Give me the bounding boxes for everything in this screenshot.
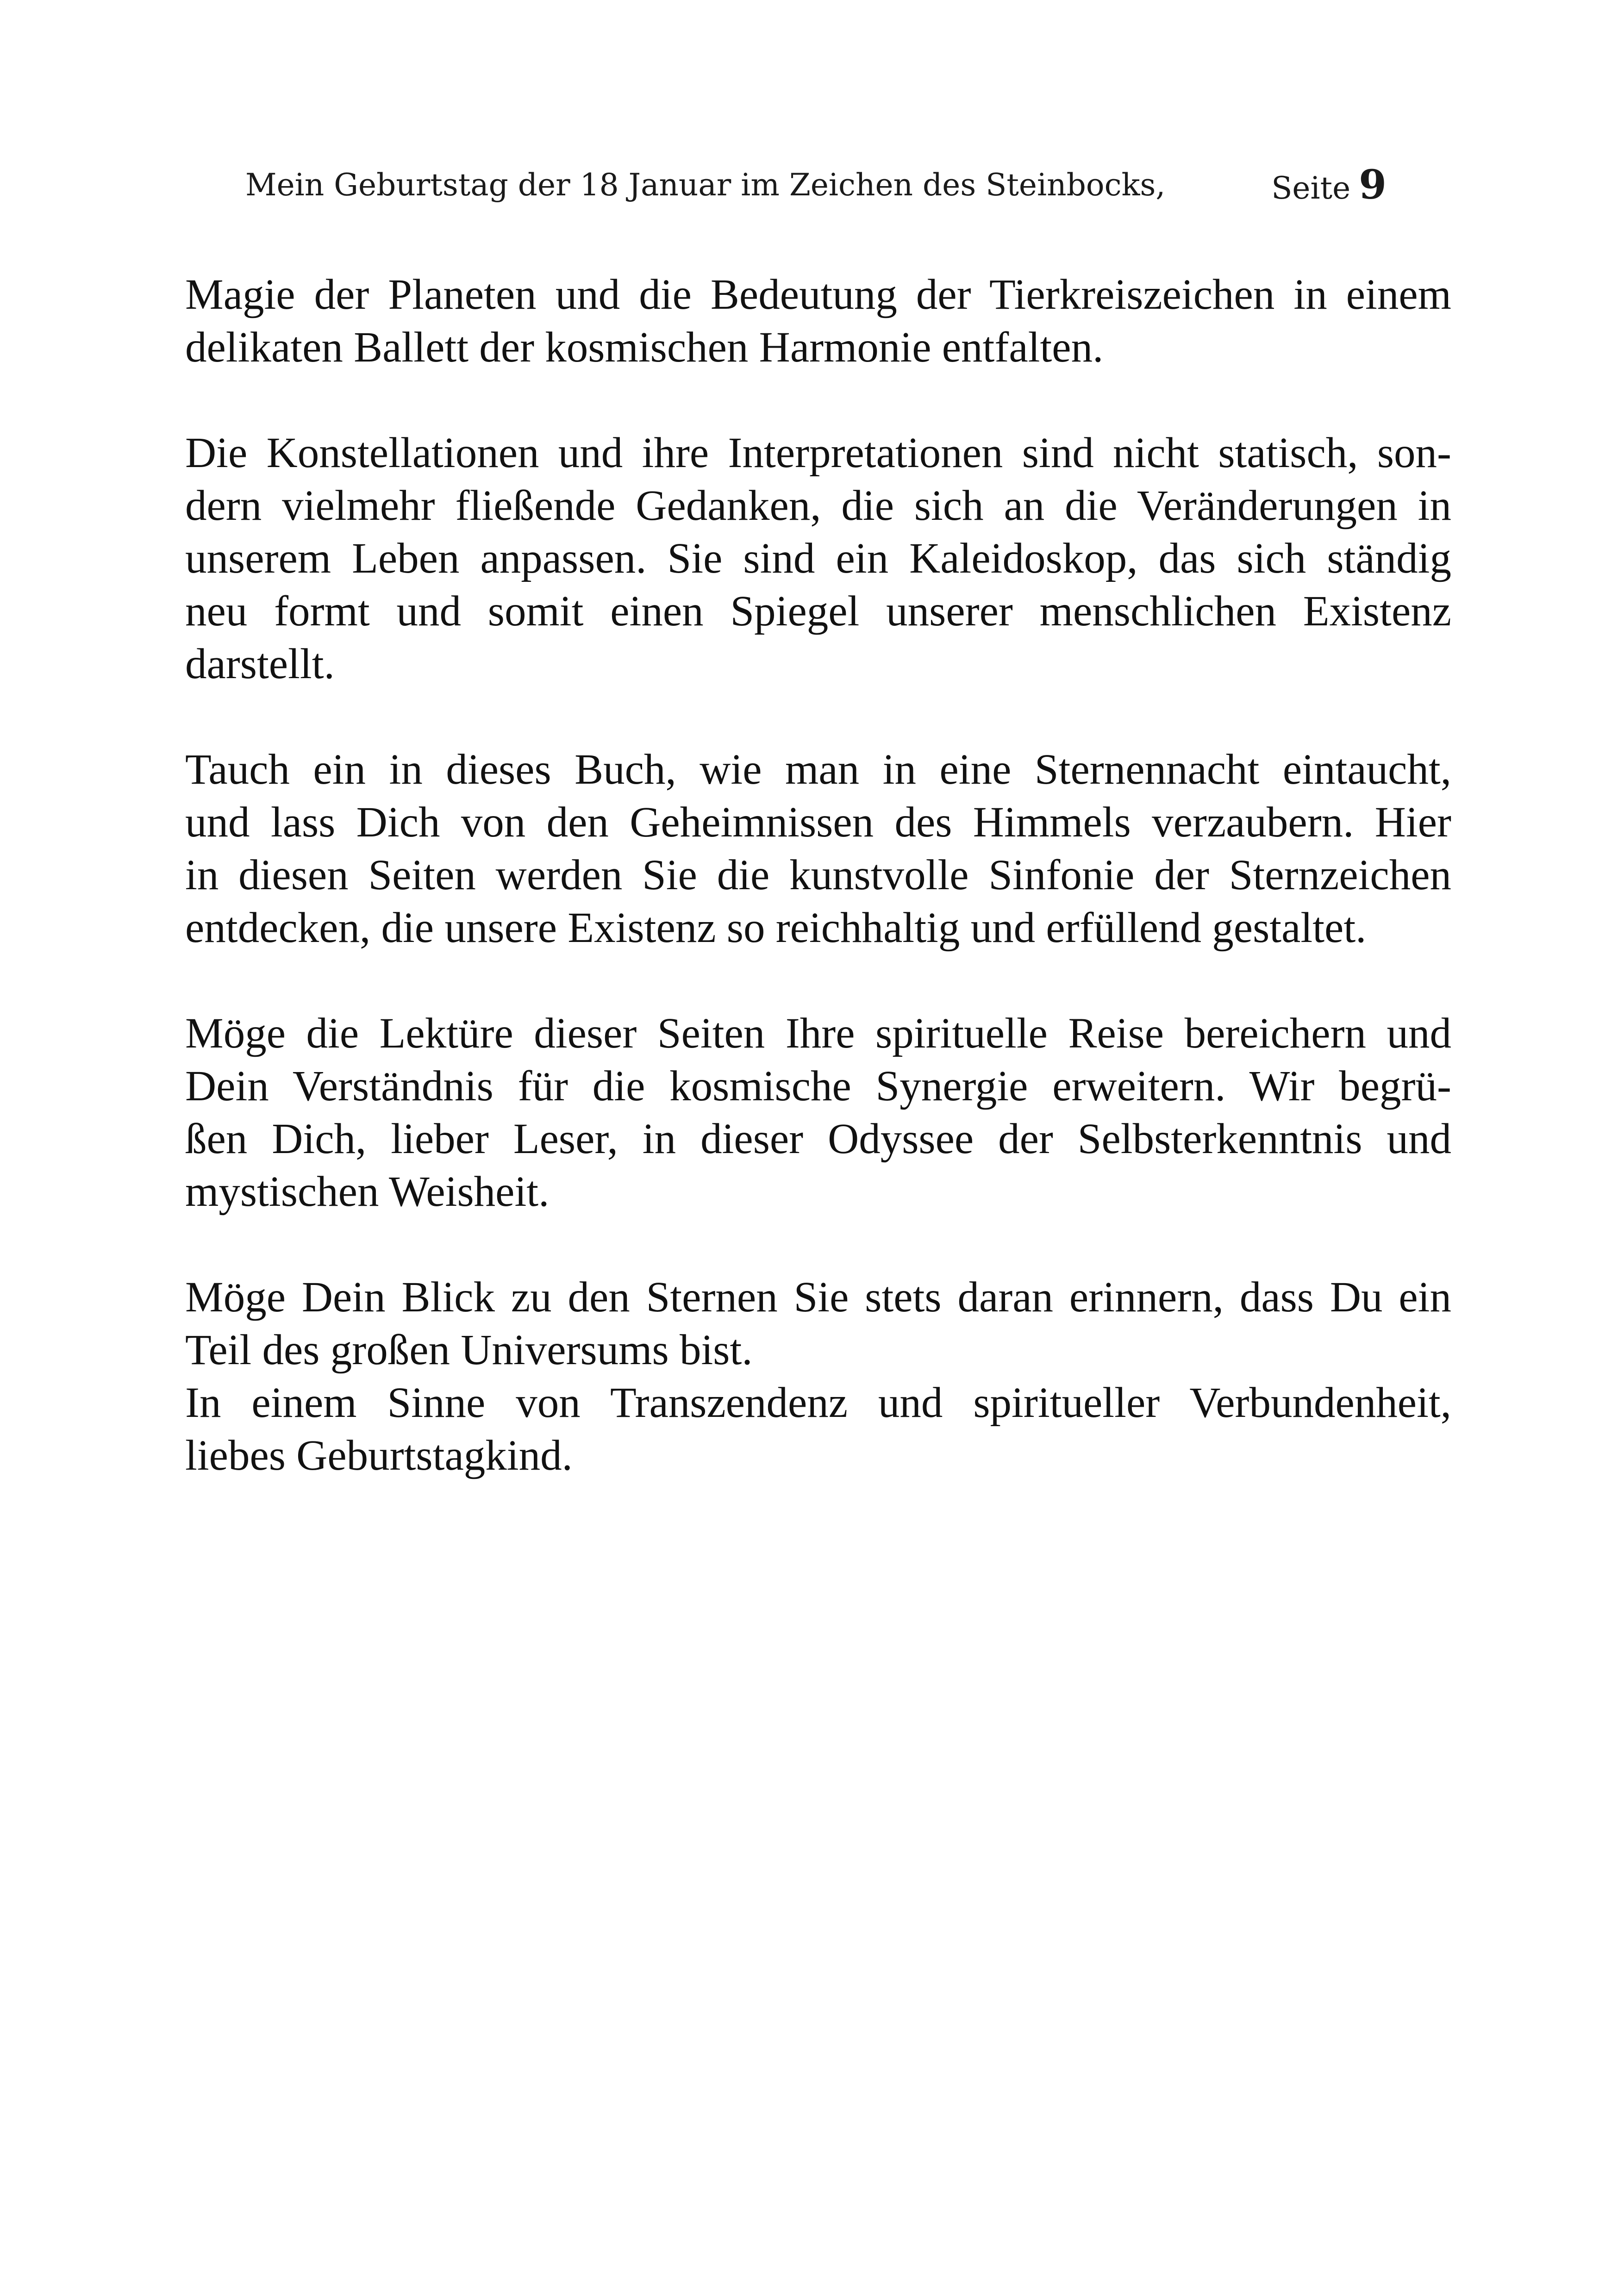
paragraph-1 <box>185 268 1451 374</box>
text-line: Tauch ein in dieses Buch, wie man in eine Sternennacht eintaucht, <box>185 746 1451 793</box>
text-line: Möge die Lektüre dieser Seiten Ihre spirituelle Reise bereichern und <box>185 1010 1451 1057</box>
page-label: Seite <box>1271 170 1351 206</box>
text-line: Magie der Planeten und die Bedeutung der Tierkreiszeichen in einem <box>185 271 1451 318</box>
text-line: darstellt. <box>185 640 335 688</box>
text-line: entdecken, die unsere Existenz so reichhaltig und erfüllend gestaltet. <box>185 904 1367 952</box>
text-line: ßen Dich, lieber Leser, in dieser Odyssee der Selbsterkenntnis und <box>185 1115 1451 1163</box>
text-line: neu formt und somit einen Spiegel unserer menschlichen Existenz <box>185 587 1451 635</box>
text-line: und lass Dich von den Geheimnissen des Himmels verzaubern. Hier <box>185 798 1451 846</box>
page-number: 9 <box>1359 162 1387 208</box>
text-line: dern vielmehr fließende Gedanken, die sich an die Veränderungen in <box>185 482 1451 530</box>
text-line: unserem Leben anpassen. Sie sind ein Kaleidoskop, das sich ständig <box>185 535 1451 582</box>
header-title: Mein Geburtstag der 18 Januar im Zeichen des Steinbocks, <box>245 167 1166 203</box>
text-line: Möge Dein Blick zu den Sternen Sie stets daran erinnern, dass Du ein <box>185 1273 1451 1321</box>
page-indicator <box>1271 160 1387 214</box>
paragraph-5 <box>185 1271 1451 1482</box>
text-line: Teil des großen Universums bist. <box>185 1326 753 1374</box>
text-line: Dein Verständnis für die kosmische Synergie erweitern. Wir begrü- <box>185 1062 1451 1110</box>
text-line: liebes Geburtstagkind. <box>185 1432 573 1479</box>
paragraph-3 <box>185 743 1451 954</box>
paragraph-2 <box>185 427 1451 691</box>
paragraph-4 <box>185 1007 1451 1218</box>
text-line: in diesen Seiten werden Sie die kunstvolle Sinfonie der Sternzeichen <box>185 851 1451 899</box>
text-line: In einem Sinne von Transzendenz und spiritueller Verbundenheit, <box>185 1379 1451 1427</box>
text-line: Die Konstellationen und ihre Interpretationen sind nicht statisch, son- <box>185 429 1451 477</box>
running-header <box>245 160 1387 211</box>
text-line: delikaten Ballett der kosmischen Harmonie entfalten. <box>185 324 1104 371</box>
text-line: mystischen Weisheit. <box>185 1168 550 1216</box>
body-text <box>185 268 1451 1482</box>
